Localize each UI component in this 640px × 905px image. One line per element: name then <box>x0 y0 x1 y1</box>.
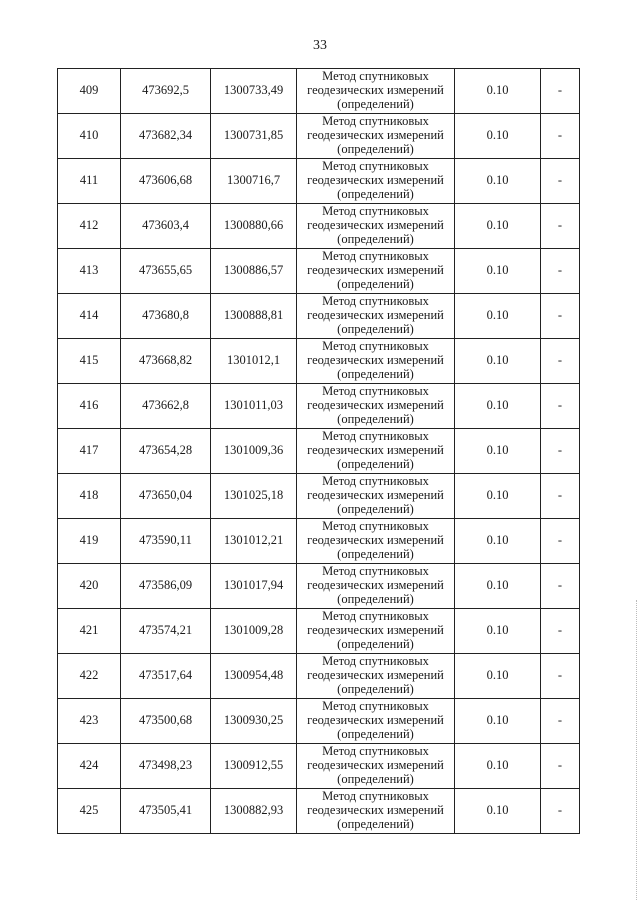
table-row <box>58 249 580 294</box>
method-line: Метод спутниковых <box>322 744 429 759</box>
accuracy-cell: 0.10 <box>455 294 541 339</box>
table-row <box>58 384 580 429</box>
point-number-cell: 422 <box>58 654 121 699</box>
table-row <box>58 114 580 159</box>
accuracy-cell: 0.10 <box>455 114 541 159</box>
y-coordinate-cell: 1301011,03 <box>211 384 297 429</box>
method-line: Метод спутниковых <box>322 114 429 129</box>
method-line: геодезических измерений <box>307 128 444 143</box>
accuracy-cell: 0.10 <box>455 204 541 249</box>
point-number-cell: 410 <box>58 114 121 159</box>
method-cell <box>297 249 455 294</box>
y-coordinate-cell: 1301009,28 <box>211 609 297 654</box>
x-coordinate-cell: 473692,5 <box>121 69 211 114</box>
table-row <box>58 474 580 519</box>
accuracy-cell: 0.10 <box>455 384 541 429</box>
point-number-cell: 423 <box>58 699 121 744</box>
method-line: Метод спутниковых <box>322 699 429 714</box>
accuracy-cell: 0.10 <box>455 564 541 609</box>
method-line: Метод спутниковых <box>322 339 429 354</box>
x-coordinate-cell: 473505,41 <box>121 789 211 834</box>
method-line: геодезических измерений <box>307 218 444 233</box>
method-cell <box>297 114 455 159</box>
y-coordinate-cell: 1300888,81 <box>211 294 297 339</box>
table-row <box>58 744 580 789</box>
point-number-cell: 412 <box>58 204 121 249</box>
method-line: Метод спутниковых <box>322 564 429 579</box>
method-line: геодезических измерений <box>307 758 444 773</box>
point-number-cell: 418 <box>58 474 121 519</box>
coordinates-table-body <box>58 69 580 834</box>
method-line: геодезических измерений <box>307 623 444 638</box>
method-line: (определений) <box>337 366 414 381</box>
method-line: геодезических измерений <box>307 578 444 593</box>
method-cell <box>297 339 455 384</box>
table-row <box>58 699 580 744</box>
accuracy-cell: 0.10 <box>455 249 541 294</box>
method-cell <box>297 384 455 429</box>
extra-cell: - <box>541 699 580 744</box>
table-row <box>58 519 580 564</box>
method-cell <box>297 429 455 474</box>
accuracy-cell: 0.10 <box>455 474 541 519</box>
accuracy-cell: 0.10 <box>455 519 541 564</box>
point-number-cell: 421 <box>58 609 121 654</box>
accuracy-cell: 0.10 <box>455 609 541 654</box>
accuracy-cell: 0.10 <box>455 654 541 699</box>
method-line: геодезических измерений <box>307 398 444 413</box>
point-number-cell: 424 <box>58 744 121 789</box>
accuracy-cell: 0.10 <box>455 744 541 789</box>
x-coordinate-cell: 473517,64 <box>121 654 211 699</box>
method-line: Метод спутниковых <box>322 654 429 669</box>
coordinates-table <box>57 68 580 834</box>
extra-cell: - <box>541 69 580 114</box>
y-coordinate-cell: 1300882,93 <box>211 789 297 834</box>
method-line: геодезических измерений <box>307 668 444 683</box>
method-line: (определений) <box>337 591 414 606</box>
method-line: Метод спутниковых <box>322 519 429 534</box>
extra-cell: - <box>541 294 580 339</box>
table-row <box>58 159 580 204</box>
x-coordinate-cell: 473606,68 <box>121 159 211 204</box>
y-coordinate-cell: 1301017,94 <box>211 564 297 609</box>
method-line: геодезических измерений <box>307 713 444 728</box>
x-coordinate-cell: 473650,04 <box>121 474 211 519</box>
extra-cell: - <box>541 384 580 429</box>
y-coordinate-cell: 1300954,48 <box>211 654 297 699</box>
x-coordinate-cell: 473682,34 <box>121 114 211 159</box>
method-line: (определений) <box>337 186 414 201</box>
y-coordinate-cell: 1301009,36 <box>211 429 297 474</box>
method-cell <box>297 69 455 114</box>
extra-cell: - <box>541 519 580 564</box>
page-number: 33 <box>313 38 327 53</box>
table-row <box>58 339 580 384</box>
method-line: Метод спутниковых <box>322 249 429 264</box>
extra-cell: - <box>541 429 580 474</box>
y-coordinate-cell: 1301025,18 <box>211 474 297 519</box>
table-row <box>58 69 580 114</box>
y-coordinate-cell: 1300733,49 <box>211 69 297 114</box>
method-line: (определений) <box>337 816 414 831</box>
scan-edge-mark <box>636 600 638 900</box>
point-number-cell: 425 <box>58 789 121 834</box>
method-line: (определений) <box>337 231 414 246</box>
x-coordinate-cell: 473662,8 <box>121 384 211 429</box>
table-row <box>58 609 580 654</box>
method-line: Метод спутниковых <box>322 609 429 624</box>
method-line: Метод спутниковых <box>322 429 429 444</box>
x-coordinate-cell: 473654,28 <box>121 429 211 474</box>
table-row <box>58 654 580 699</box>
method-cell <box>297 609 455 654</box>
method-line: геодезических измерений <box>307 83 444 98</box>
method-cell <box>297 744 455 789</box>
extra-cell: - <box>541 204 580 249</box>
y-coordinate-cell: 1300912,55 <box>211 744 297 789</box>
method-line: (определений) <box>337 141 414 156</box>
x-coordinate-cell: 473590,11 <box>121 519 211 564</box>
extra-cell: - <box>541 789 580 834</box>
accuracy-cell: 0.10 <box>455 339 541 384</box>
method-line: геодезических измерений <box>307 803 444 818</box>
point-number-cell: 411 <box>58 159 121 204</box>
method-line: (определений) <box>337 501 414 516</box>
method-line: геодезических измерений <box>307 308 444 323</box>
method-line: геодезических измерений <box>307 443 444 458</box>
y-coordinate-cell: 1300731,85 <box>211 114 297 159</box>
method-cell <box>297 654 455 699</box>
method-line: (определений) <box>337 276 414 291</box>
accuracy-cell: 0.10 <box>455 159 541 204</box>
point-number-cell: 420 <box>58 564 121 609</box>
method-line: Метод спутниковых <box>322 294 429 309</box>
accuracy-cell: 0.10 <box>455 789 541 834</box>
method-cell <box>297 204 455 249</box>
method-line: геодезических измерений <box>307 173 444 188</box>
y-coordinate-cell: 1300716,7 <box>211 159 297 204</box>
method-line: Метод спутниковых <box>322 474 429 489</box>
method-cell <box>297 519 455 564</box>
method-cell <box>297 699 455 744</box>
point-number-cell: 416 <box>58 384 121 429</box>
method-cell <box>297 474 455 519</box>
accuracy-cell: 0.10 <box>455 429 541 474</box>
method-line: (определений) <box>337 96 414 111</box>
table-row <box>58 564 580 609</box>
x-coordinate-cell: 473574,21 <box>121 609 211 654</box>
method-line: (определений) <box>337 546 414 561</box>
y-coordinate-cell: 1300880,66 <box>211 204 297 249</box>
extra-cell: - <box>541 654 580 699</box>
x-coordinate-cell: 473586,09 <box>121 564 211 609</box>
table-row <box>58 294 580 339</box>
method-line: (определений) <box>337 411 414 426</box>
method-line: геодезических измерений <box>307 488 444 503</box>
method-cell <box>297 294 455 339</box>
y-coordinate-cell: 1300886,57 <box>211 249 297 294</box>
extra-cell: - <box>541 114 580 159</box>
x-coordinate-cell: 473680,8 <box>121 294 211 339</box>
point-number-cell: 414 <box>58 294 121 339</box>
y-coordinate-cell: 1301012,21 <box>211 519 297 564</box>
table-row <box>58 429 580 474</box>
table-row <box>58 204 580 249</box>
method-line: геодезических измерений <box>307 263 444 278</box>
accuracy-cell: 0.10 <box>455 69 541 114</box>
x-coordinate-cell: 473500,68 <box>121 699 211 744</box>
method-line: (определений) <box>337 321 414 336</box>
table-row <box>58 789 580 834</box>
method-line: (определений) <box>337 681 414 696</box>
point-number-cell: 417 <box>58 429 121 474</box>
extra-cell: - <box>541 474 580 519</box>
extra-cell: - <box>541 564 580 609</box>
x-coordinate-cell: 473668,82 <box>121 339 211 384</box>
method-line: геодезических измерений <box>307 533 444 548</box>
x-coordinate-cell: 473603,4 <box>121 204 211 249</box>
point-number-cell: 419 <box>58 519 121 564</box>
y-coordinate-cell: 1301012,1 <box>211 339 297 384</box>
point-number-cell: 409 <box>58 69 121 114</box>
method-cell <box>297 789 455 834</box>
point-number-cell: 413 <box>58 249 121 294</box>
method-cell <box>297 159 455 204</box>
extra-cell: - <box>541 159 580 204</box>
extra-cell: - <box>541 249 580 294</box>
method-line: Метод спутниковых <box>322 789 429 804</box>
method-cell <box>297 564 455 609</box>
method-line: (определений) <box>337 726 414 741</box>
extra-cell: - <box>541 744 580 789</box>
method-line: Метод спутниковых <box>322 159 429 174</box>
extra-cell: - <box>541 609 580 654</box>
method-line: Метод спутниковых <box>322 204 429 219</box>
accuracy-cell: 0.10 <box>455 699 541 744</box>
x-coordinate-cell: 473655,65 <box>121 249 211 294</box>
method-line: (определений) <box>337 771 414 786</box>
point-number-cell: 415 <box>58 339 121 384</box>
extra-cell: - <box>541 339 580 384</box>
x-coordinate-cell: 473498,23 <box>121 744 211 789</box>
method-line: геодезических измерений <box>307 353 444 368</box>
method-line: Метод спутниковых <box>322 69 429 84</box>
method-line: (определений) <box>337 456 414 471</box>
method-line: Метод спутниковых <box>322 384 429 399</box>
y-coordinate-cell: 1300930,25 <box>211 699 297 744</box>
method-line: (определений) <box>337 636 414 651</box>
